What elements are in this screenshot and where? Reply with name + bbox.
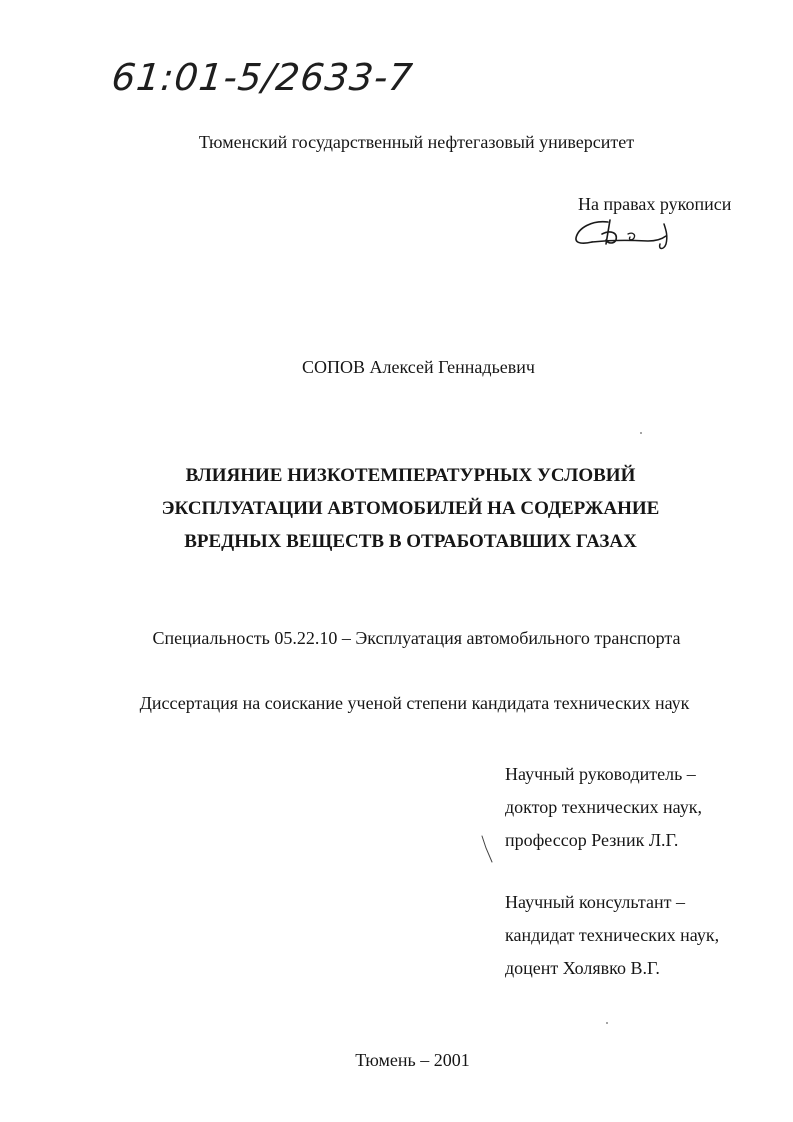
advisor-role: Научный руководитель – — [505, 764, 696, 784]
scan-speck — [606, 1022, 608, 1024]
pen-mark-icon — [478, 834, 498, 866]
title-line: ВРЕДНЫХ ВЕЩЕСТВ В ОТРАБОТАВШИХ ГАЗАХ — [184, 531, 637, 552]
consultant-name: доцент Холявко В.Г. — [505, 958, 660, 978]
university-name: Тюменский государственный нефтегазовый университет — [198, 132, 635, 152]
consultant-role: Научный консультант – — [505, 892, 685, 912]
city-year: Тюмень – 2001 — [355, 1050, 470, 1070]
specialty-line: Специальность 05.22.10 – Эксплуатация автомобильного транспорта — [152, 628, 681, 648]
consultant-degree: кандидат технических наук, — [505, 925, 720, 945]
advisor-block — [505, 758, 702, 857]
dissertation-title — [14, 459, 793, 558]
degree-line: Диссертация на соискание ученой степени кандидата технических наук — [139, 693, 690, 713]
title-line: ЭКСПЛУАТАЦИИ АВТОМОБИЛЕЙ НА СОДЕРЖАНИЕ — [161, 498, 660, 519]
author-name: СОПОВ Алексей Геннадьевич — [302, 357, 535, 377]
advisor-degree: доктор технических наук, — [505, 797, 702, 817]
advisor-name: профессор Резник Л.Г. — [505, 830, 679, 850]
title-line: ВЛИЯНИЕ НИЗКОТЕМПЕРАТУРНЫХ УСЛОВИЙ — [185, 465, 636, 486]
manuscript-mark: На правах рукописи — [578, 194, 732, 214]
signature-icon — [570, 214, 680, 256]
catalog-number: 61:01-5/2633-7 — [109, 56, 416, 99]
consultant-block — [505, 886, 719, 985]
scan-speck — [640, 432, 642, 434]
